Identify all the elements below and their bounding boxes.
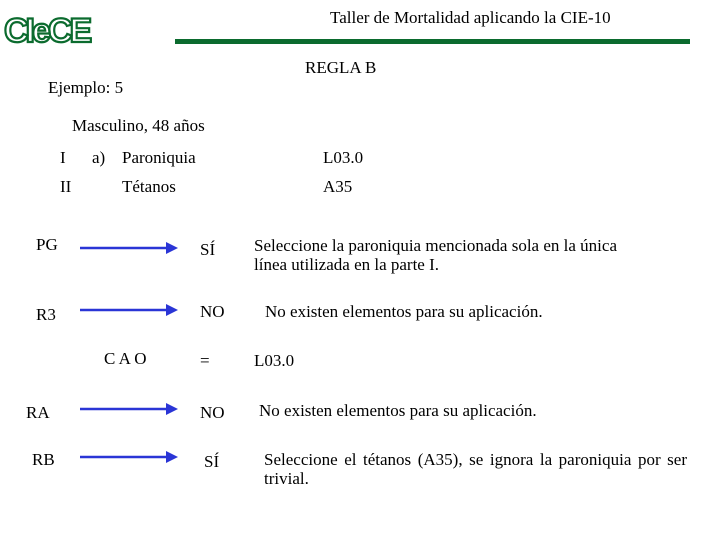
ciece-logo [2,4,90,50]
step-answer: SÍ [204,452,220,471]
logo-lettering: CIeCE [4,12,90,50]
certificate-cause: Tétanos [122,177,176,196]
certificate-code: A35 [323,177,353,196]
rule-name: REGLA B [305,58,377,77]
arrow-right-icon [80,240,180,256]
step-answer: SÍ [200,240,216,259]
step-answer: NO [200,302,225,321]
arrow-right-icon [80,302,180,318]
step-answer: NO [200,403,225,422]
certificate-line-letter: a) [92,148,106,167]
step-description: L03.0 [254,351,295,370]
example-label: Ejemplo: 5 [48,78,124,97]
step-label: RB [32,450,55,469]
step-answer: = [200,351,210,370]
step-description: No existen elementos para su aplicación. [265,302,543,321]
step-description: Seleccione el tétanos (A35), se ignora la paroniquia por ser trivial. [264,450,687,488]
certificate-code: L03.0 [323,148,364,167]
step-description: No existen elementos para su aplicación. [259,401,537,420]
step-label: R3 [36,305,56,324]
step-label: C A O [104,349,147,368]
title-underline [175,39,690,44]
arrow-right-icon [80,401,180,417]
arrow-right-icon [80,449,180,465]
patient-description: Masculino, 48 años [72,116,205,135]
step-label: RA [26,403,50,422]
certificate-part: II [60,177,72,196]
step-label: PG [36,235,58,254]
page-title: Taller de Mortalidad aplicando la CIE-10 [330,8,611,27]
certificate-part: I [60,148,66,167]
certificate-cause: Paroniquia [122,148,196,167]
step-description: Seleccione la paroniquia mencionada sola en la única línea utilizada en la parte I. [254,236,617,274]
